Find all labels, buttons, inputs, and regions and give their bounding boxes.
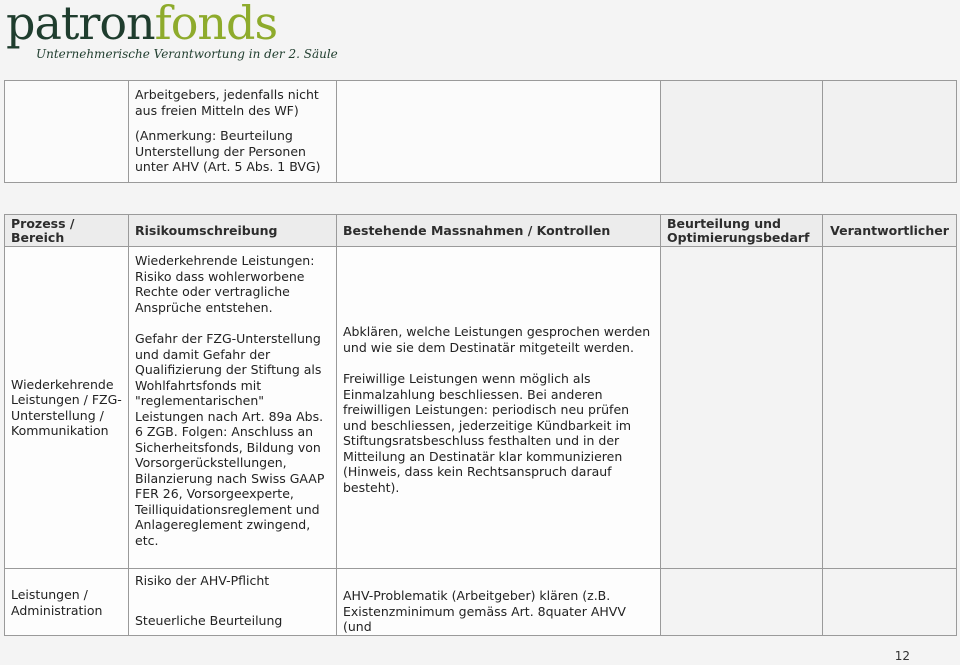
logo-tagline: Unternehmerische Verantwortung in der 2. Säule xyxy=(36,47,338,61)
table-row xyxy=(5,247,957,569)
header-responsible: Verantwortlicher xyxy=(823,215,957,247)
continuation-table xyxy=(4,80,957,183)
risk-text-continued: Arbeitgebers, jedenfalls nicht aus freien Mitteln des WF) xyxy=(135,87,319,118)
assessment-cell xyxy=(661,569,823,636)
measures-cell xyxy=(337,247,661,569)
responsible-cell xyxy=(823,569,957,636)
risk-text-note: (Anmerkung: Beurteilung Unterstellung der Personen unter AHV (Art. 5 Abs. 1 BVG) xyxy=(135,128,321,174)
header-risk: Risikoumschreibung xyxy=(129,215,337,247)
risk-text-2: Steuerliche Beurteilung xyxy=(135,612,283,628)
table-row xyxy=(5,569,957,636)
risk-table xyxy=(4,214,957,636)
logo-wordmark xyxy=(6,0,338,50)
patronfonds-logo xyxy=(6,0,338,61)
responsible-cell xyxy=(823,247,957,569)
logo-word-patron: patron xyxy=(6,0,155,50)
responsible-cell-empty xyxy=(823,81,957,183)
header-process: Prozess / Bereich xyxy=(5,215,129,247)
risk-text-1: Wiederkehrende Leistungen: Risiko dass wohlerworbene Rechte oder vertragliche Ansprüche entstehen. xyxy=(135,253,315,315)
measure-text-1: AHV-Problematik (Arbeitgeber) klären (z.B. Existenzminimum gemäss Art. 8quater AHVV (und xyxy=(343,588,626,634)
table-header-row xyxy=(5,215,957,247)
measure-text-1: Abklären, welche Leistungen gesprochen werden und wie sie dem Destinatär mitgeteilt werden. xyxy=(343,324,651,355)
process-text: Leistungen / Administration xyxy=(11,587,103,618)
logo-word-fonds: fonds xyxy=(154,0,278,50)
process-text: Wiederkehrende Leistungen / FZG-Unterstellung / Kommunikation xyxy=(11,376,122,438)
risk-cell xyxy=(129,247,337,569)
measures-cell xyxy=(337,569,661,636)
page-number: 12 xyxy=(894,649,910,663)
measures-cell-empty xyxy=(337,81,661,183)
assessment-cell xyxy=(661,247,823,569)
header-measures: Bestehende Massnahmen / Kontrollen xyxy=(337,215,661,247)
risk-text-2: Gefahr der FZG-Unterstellung und damit Gefahr der Qualifizierung der Stiftung als Wohlfahrtsfonds mit "reglementarischen" Leistungen nach Art. 89a Abs. 6 ZGB. Folgen: Anschluss an Sicherheitsfonds, Bildung von Vorsorgerückstellungen, Bilanzierung nach Swiss GAAP FER 26, Vorsorgeexperte, Teilliquidationsreglement und Anlagereglement zwingend, etc. xyxy=(135,331,325,548)
risk-text-1: Risiko der AHV-Pflicht xyxy=(135,573,270,588)
assessment-cell-empty xyxy=(661,81,823,183)
process-cell-empty xyxy=(5,81,129,183)
risk-cell xyxy=(129,81,337,183)
header-assessment: Beurteilung und Optimierungsbedarf xyxy=(661,215,823,247)
process-cell xyxy=(5,247,129,569)
process-cell xyxy=(5,569,129,636)
measure-text-2: Freiwillige Leistungen wenn möglich als Einmalzahlung beschliessen. Bei anderen freiwilligen Leistungen: periodisch neu prüfen und beschliessen, jederzeitige Kündbarkeit im Stiftungsratsbeschluss festhalten und in der Mitteilung an Destinatär klar kommunizieren (Hinweis, dass kein Rechtsanspruch darauf besteht). xyxy=(343,371,632,495)
risk-cell xyxy=(129,569,337,636)
